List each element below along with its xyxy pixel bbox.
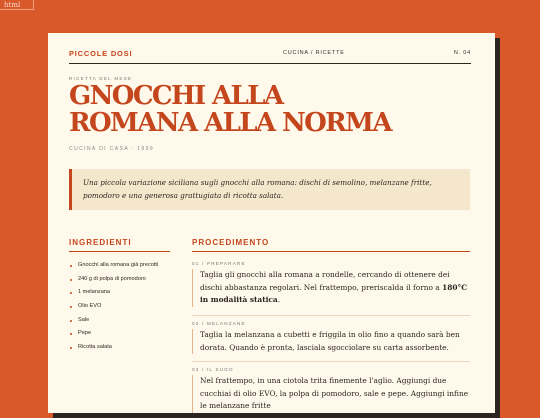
section-breadcrumb[interactable]: CUCINA / RICETTE xyxy=(283,50,345,56)
ingredients-list xyxy=(69,261,170,357)
list-item: 240 g di polpa di pomodoro xyxy=(69,275,170,289)
subtitle: CUCINA DI CASA · 1999 xyxy=(69,146,154,152)
step-text: Taglia la melanzana a cubetti e friggila in olio fino a quando sarà ben dorata. Quando è pronta, lasciala sgocciolare su carta assorbente. xyxy=(192,329,470,354)
step-3 xyxy=(192,367,470,413)
step-text: Taglia gli gnocchi alla romana a rondelle, cercando di ottenere dei dischi abbastanza regolari. Nel frattempo, preriscalda il forno a 180°C in modalità statica. xyxy=(192,269,470,307)
intro-quote: Una piccola variazione siciliana sugli gnocchi alla romana: dischi di semolino, melanzane fritte, pomodoro e una generosa grattugiata di ricotta salata. xyxy=(69,169,470,210)
list-item: Sale xyxy=(69,316,170,330)
step-text: Nel frattempo, in una ciotola trita finemente l'aglio. Aggiungi due cucchiai di olio EVO, la polpa di pomodoro, sale e pepe. Aggiungi infine le melanzane fritte xyxy=(192,375,470,413)
step-divider xyxy=(192,361,470,362)
procedure-heading: PROCEDIMENTO xyxy=(192,238,470,252)
step-label: 02 / MELANZANE xyxy=(192,321,246,326)
step-label: 01 / PREPARARE xyxy=(192,261,246,266)
issue-number: N. 04 xyxy=(453,50,471,56)
recipe-page xyxy=(48,33,495,413)
list-item: Ricotta salata xyxy=(69,343,170,357)
list-item: Gnocchi alla romana già precotti xyxy=(69,261,170,275)
step-label: 03 / IL SUGO xyxy=(192,367,234,372)
title-line-2: ROMANA ALLA NORMA xyxy=(69,108,391,138)
list-item: Olio EVO xyxy=(69,302,170,316)
step-highlight: 180°C in modalità statica xyxy=(200,282,468,304)
step-divider xyxy=(192,315,470,316)
step-1 xyxy=(192,261,470,307)
kicker: RICETTA DEL MESE xyxy=(69,76,133,81)
brand-logo[interactable]: PICCOLE DOSI xyxy=(69,49,133,58)
masthead xyxy=(69,49,471,64)
page-title xyxy=(69,83,469,137)
list-item: 1 melanzana xyxy=(69,288,170,302)
step-2 xyxy=(192,321,470,354)
title-line-1: GNOCCHI ALLA xyxy=(69,81,283,111)
browser-tab[interactable]: html xyxy=(0,0,34,10)
list-item: Pepe xyxy=(69,329,170,343)
ingredients-heading: INGREDIENTI xyxy=(69,238,170,252)
